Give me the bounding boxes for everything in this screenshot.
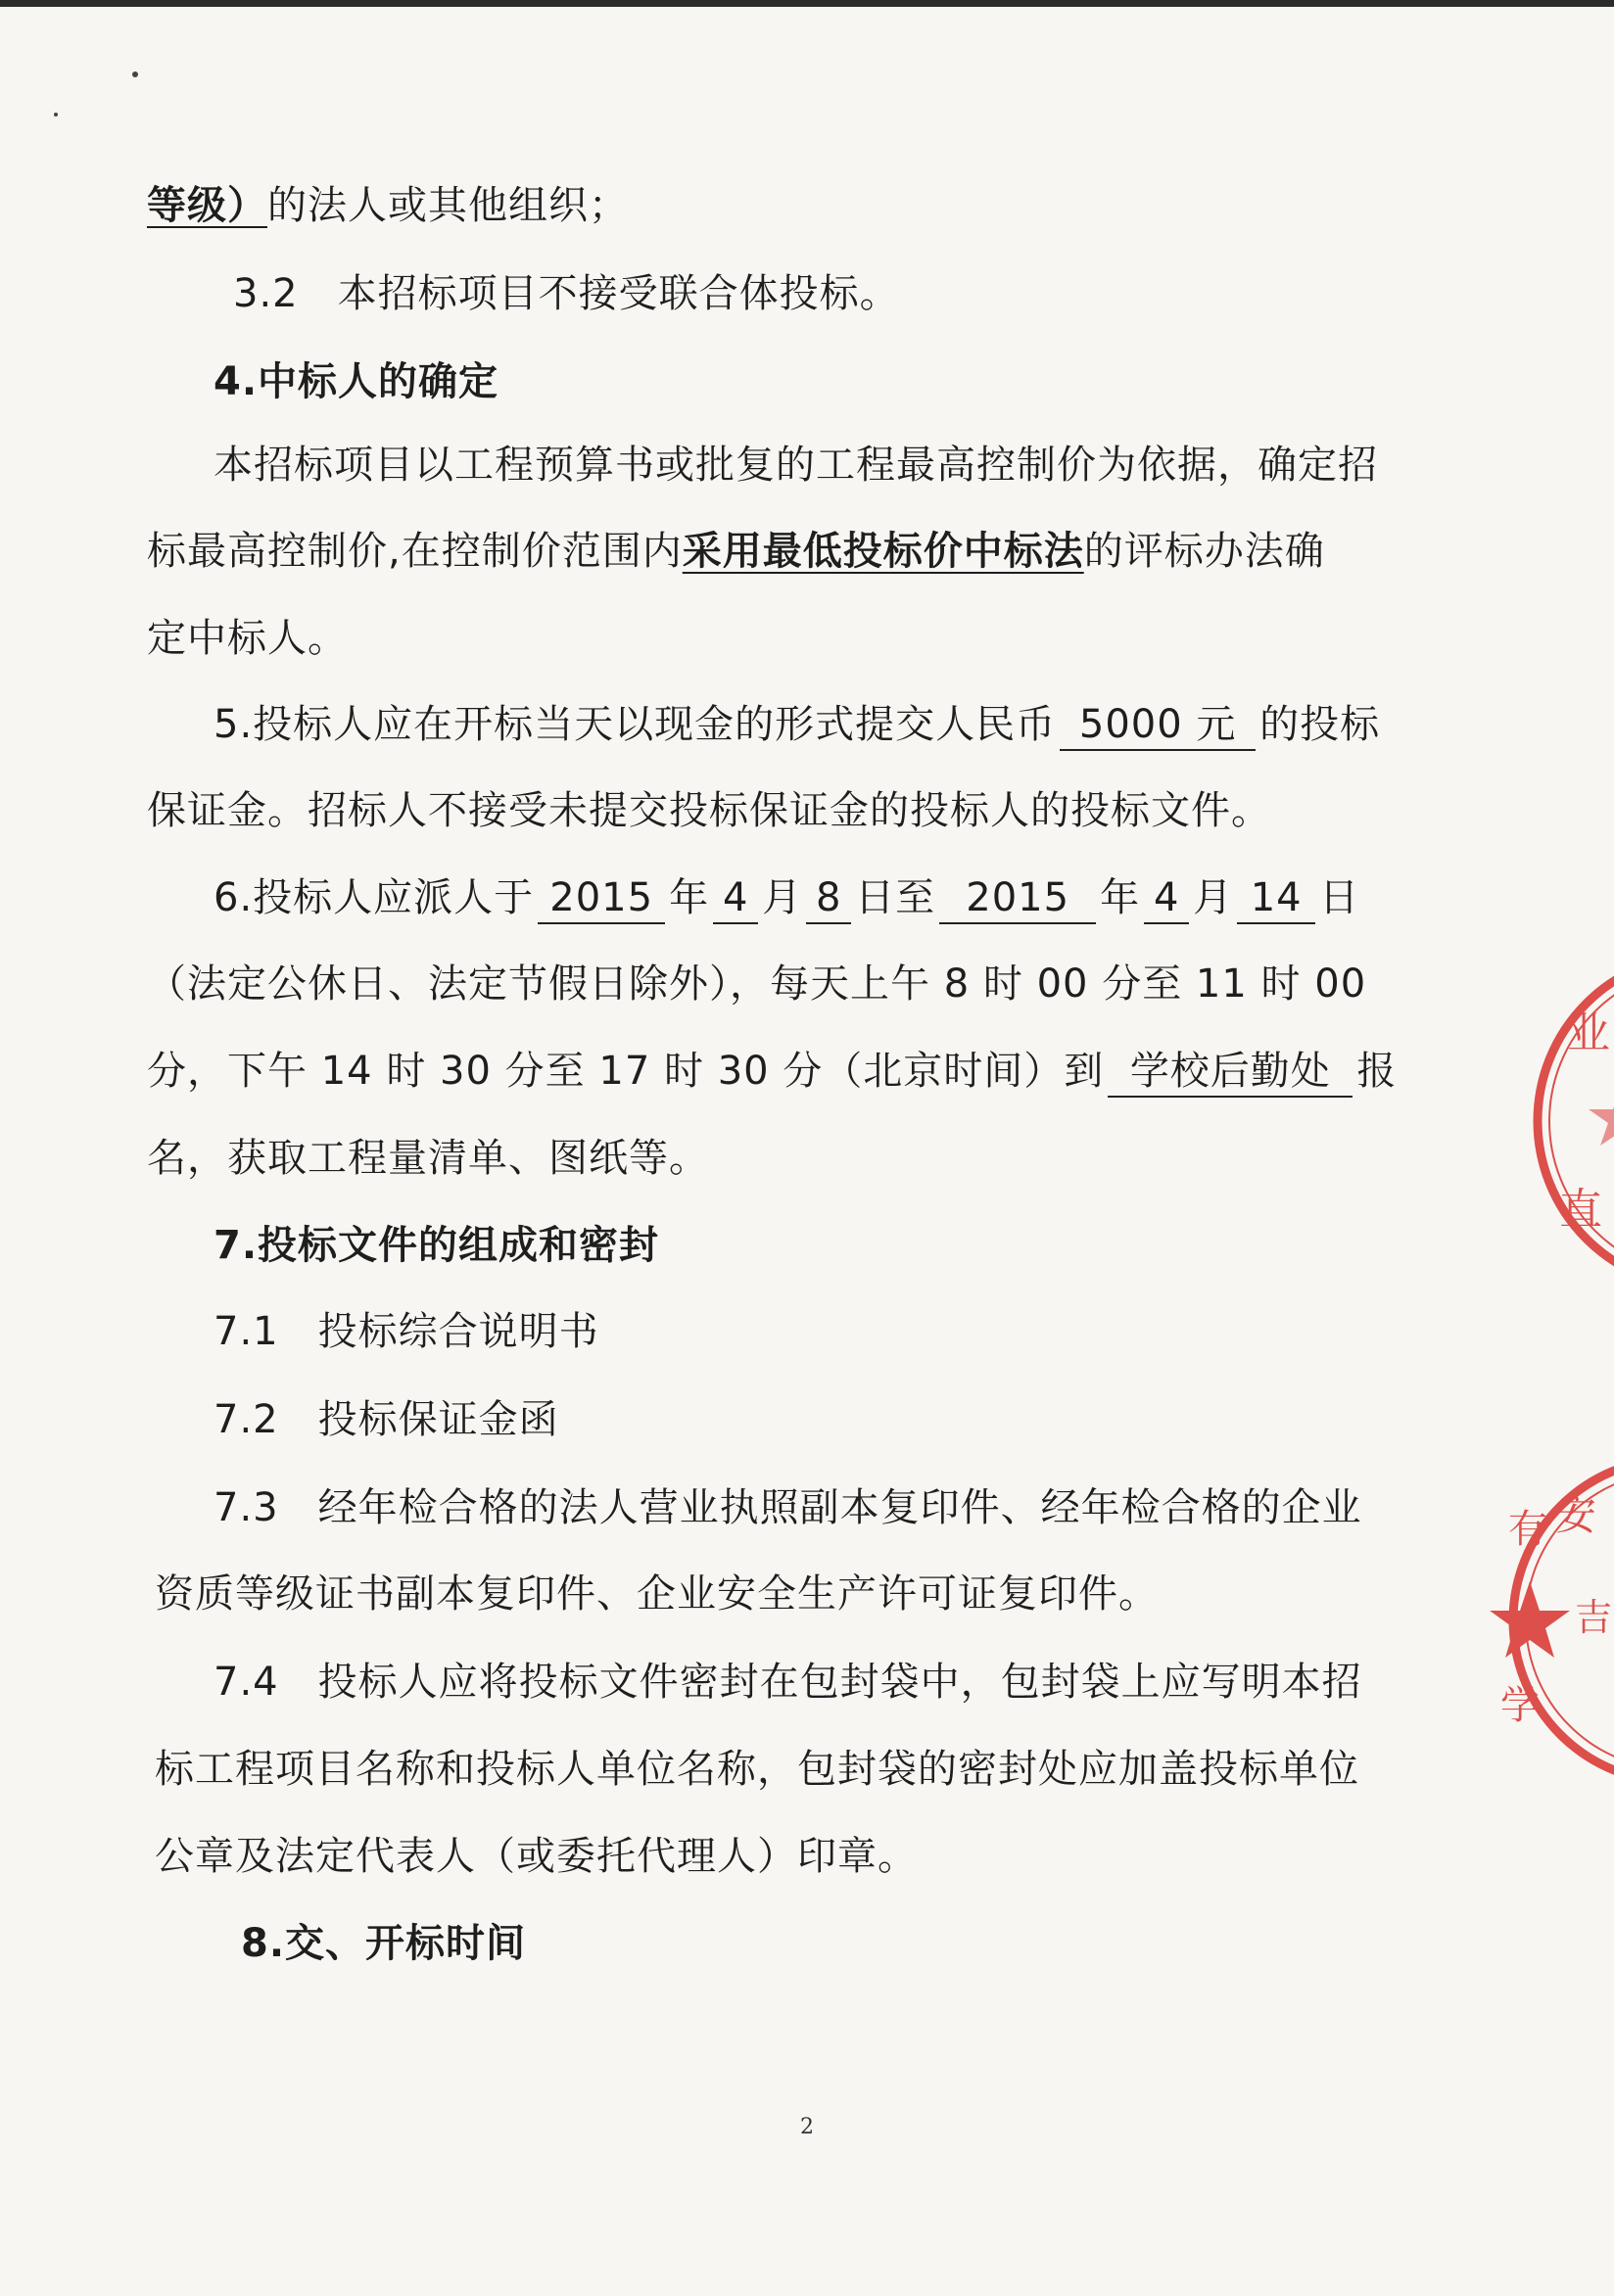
- item-7-3: [214, 1478, 1536, 1537]
- item-text: 投标人应将投标文件密封在包封袋中，包封袋上应写明本招: [317, 1660, 1362, 1705]
- para-5-post: 的投标: [1259, 702, 1381, 747]
- item-text: 经年检合格的法人营业执照副本复印件、经年检合格的企业: [317, 1485, 1362, 1530]
- item-text: 投标保证金函: [317, 1397, 559, 1442]
- item-number: 7.1: [214, 1309, 279, 1354]
- seal-char: 直: [1559, 1185, 1602, 1235]
- para-4-line2-post: 的评标办法确: [1083, 529, 1325, 574]
- item-3-2: [233, 264, 1555, 323]
- item-number: 3.2: [233, 271, 299, 316]
- seal-star-icon: [1589, 1087, 1614, 1146]
- seal-char: 学: [1500, 1683, 1540, 1728]
- para-6-line2: （法定公休日、法定节假日除外），每天上午 8 时 00 分至 11 时 00: [147, 961, 1367, 1007]
- registration-location: 学校后勤处: [1108, 1047, 1353, 1098]
- seal-char: 吉: [1575, 1596, 1613, 1639]
- seal-char: 业: [1567, 1008, 1610, 1058]
- to-label: 日至: [855, 875, 936, 920]
- month-label: 月: [762, 875, 803, 920]
- para-5-line2: 保证金。招标人不接受未提交投标保证金的投标人的投标文件。: [147, 788, 1271, 833]
- para-4-line2-pre: 标最高控制价,在控制价范围内: [147, 529, 683, 574]
- start-day: 8: [806, 873, 851, 924]
- item-7-4: [214, 1653, 1536, 1711]
- para-4-line3: 定中标人。: [147, 616, 348, 661]
- deposit-amount: 5000 元: [1060, 700, 1256, 751]
- section-heading-8: 8.交、开标时间: [241, 1921, 527, 1966]
- evaluation-method: 采用最低投标价中标法: [682, 529, 1084, 574]
- end-year: 2015: [939, 873, 1096, 924]
- para-6-line3-post: 报: [1356, 1049, 1398, 1094]
- para-5-pre: 5.投标人应在开标当天以现金的形式提交人民币: [214, 702, 1057, 747]
- end-month: 4: [1144, 873, 1189, 924]
- day-label: 日: [1319, 875, 1360, 920]
- seal-char: 有: [1508, 1507, 1547, 1552]
- para-4-line2: [147, 522, 1469, 581]
- page-number: 2: [800, 2115, 814, 2139]
- red-seal-top: [1508, 950, 1614, 1292]
- item-number: 7.2: [214, 1397, 279, 1442]
- section-heading-7: 7.投标文件的组成和密封: [214, 1223, 660, 1268]
- month-label-2: 月: [1193, 875, 1234, 920]
- item-7-2: [214, 1390, 1536, 1449]
- section-heading-4: 4.中标人的确定: [214, 359, 499, 404]
- para-6-line3-pre: 分，下午 14 时 30 分至 17 时 30 分（北京时间）到: [147, 1049, 1105, 1094]
- start-year: 2015: [538, 873, 665, 924]
- para-6-line1: [214, 868, 1536, 927]
- year-label-2: 年: [1100, 875, 1141, 920]
- item-7-1: [214, 1302, 1536, 1361]
- scan-top-edge: [0, 0, 1614, 7]
- continued-line: [147, 176, 1469, 235]
- item-number: 7.4: [214, 1660, 279, 1705]
- start-month: 4: [713, 873, 758, 924]
- item-7-3-line2: 资质等级证书副本复印件、企业安全生产许可证复印件。: [155, 1571, 1159, 1617]
- scan-speck: [132, 71, 138, 77]
- seal-star-icon: [1490, 1581, 1570, 1658]
- item-7-4-line2: 标工程项目名称和投标人单位名称，包封袋的密封处应加盖投标单位: [155, 1747, 1359, 1792]
- red-seal-bottom: [1479, 1459, 1614, 1782]
- para-6-pre: 6.投标人应派人于: [214, 875, 535, 920]
- item-number: 7.3: [214, 1485, 279, 1530]
- qualification-tail: 的法人或其他组织；: [267, 183, 629, 228]
- year-label: 年: [669, 875, 710, 920]
- item-7-4-line3: 公章及法定代表人（或委托代理人）印章。: [155, 1834, 918, 1879]
- end-day: 14: [1237, 873, 1315, 924]
- para-5-line1: [214, 695, 1536, 754]
- item-text: 投标综合说明书: [317, 1309, 599, 1354]
- para-6-line4: 名，获取工程量清单、图纸等。: [147, 1136, 709, 1181]
- para-4-line1: 本招标项目以工程预算书或批复的工程最高控制价为依据，确定招: [214, 443, 1378, 488]
- qualification-level: 等级）: [147, 183, 267, 228]
- item-text: 本招标项目不接受联合体投标。: [337, 271, 900, 316]
- para-6-line3: [147, 1042, 1469, 1101]
- seal-char: 安: [1555, 1491, 1597, 1539]
- scan-speck: [54, 113, 58, 117]
